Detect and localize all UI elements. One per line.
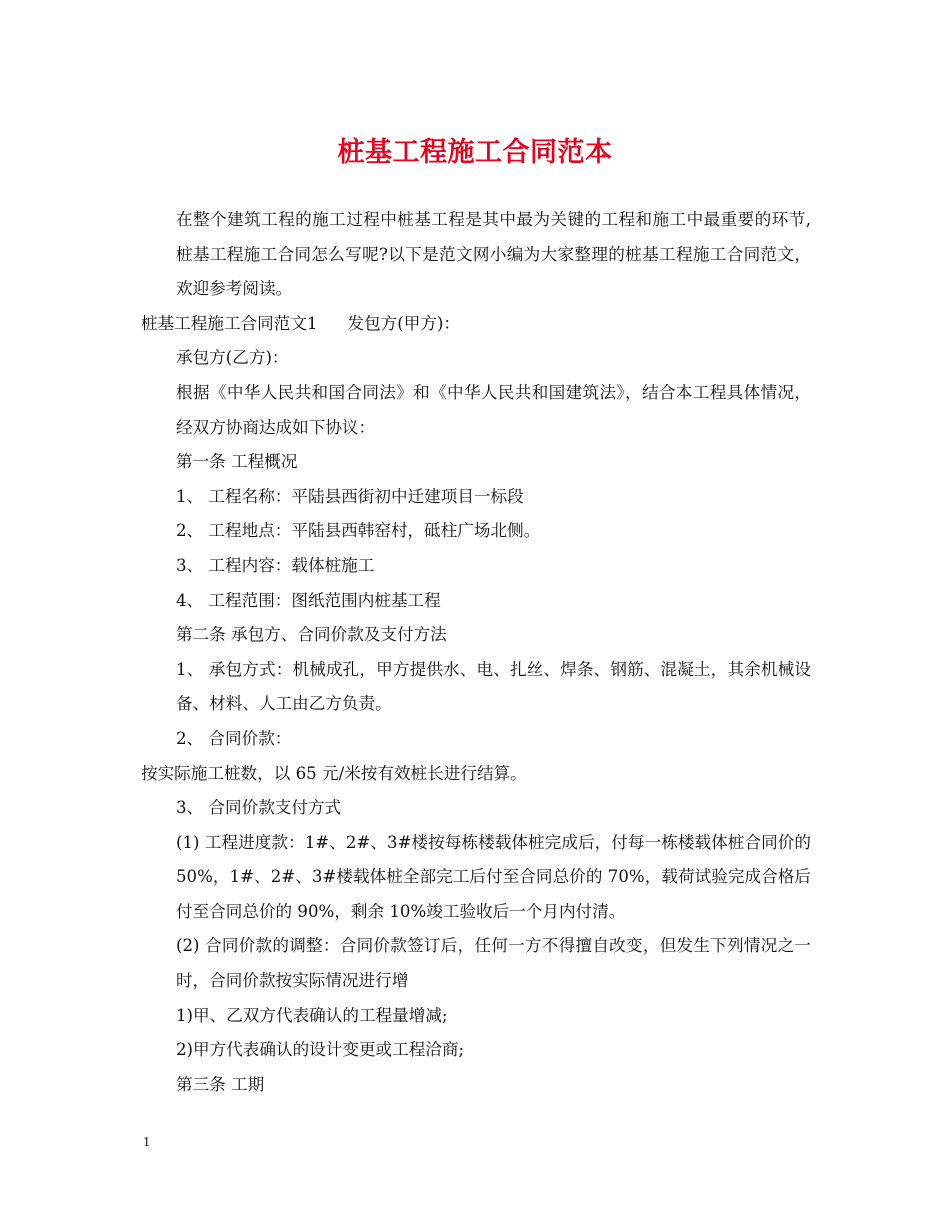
sample-heading-line: [141, 307, 811, 342]
article-2-heading: 第二条 承包方、合同价款及支付方法: [176, 625, 447, 645]
payment-clause-1: (1) 工程进度款：1#、2#、3#楼按每栋楼载体桩完成后，付每一栋楼载体桩合同价的 50%，1#、2#、3#楼载体桩全部完工后付至合同总价的 70%，载荷试验完成合格后付至合同总价的 90%，剩余 10%竣工验收后一个月内付清。: [176, 832, 811, 921]
document-body: [141, 203, 811, 1102]
article-1-item: 1、 工程名称：平陆县西街初中迁建项目一标段: [176, 486, 524, 506]
article-3-heading: 第三条 工期: [176, 1074, 265, 1094]
adjustment-item-2: 2)甲方代表确认的设计变更或工程洽商;: [176, 1040, 465, 1060]
article-2-item-2: 2、 合同价款：: [176, 728, 292, 748]
article-1-item: 3、 工程内容：载体桩施工: [176, 555, 375, 575]
party-a-label: 发包方(甲方)：: [347, 313, 461, 333]
article-1-item: 2、 工程地点：平陆县西韩窑村，砥柱广场北侧。: [176, 521, 541, 541]
article-2-item-1: 1、 承包方式：机械成孔，甲方提供水、电、扎丝、焊条、钢筋、混凝土，其余机械设备、材料、人工由乙方负责。: [176, 659, 811, 714]
price-clause: 按实际施工桩数，以 65 元/米按有效桩长进行结算。: [141, 763, 527, 783]
article-1-item: 4、 工程范围：图纸范围内桩基工程: [176, 590, 441, 610]
document-title: 桩基工程施工合同范本: [337, 137, 613, 168]
sample-heading: 桩基工程施工合同范文1: [141, 313, 318, 333]
intro-paragraph: 在整个建筑工程的施工过程中桩基工程是其中最为关键的工程和施工中最重要的环节,桩基工程施工合同怎么写呢?以下是范文网小编为大家整理的桩基工程施工合同范文，欢迎参考阅读。: [176, 210, 811, 299]
article-2-item-3: 3、 合同价款支付方式: [176, 798, 342, 818]
party-b-label: 承包方(乙方)：: [176, 348, 289, 368]
article-1-heading: 第一条 工程概况: [176, 452, 298, 472]
payment-clause-2: (2) 合同价款的调整：合同价款签订后，任何一方不得擅自改变，但发生下列情况之一时，合同价款按实际情况进行增: [176, 936, 811, 991]
basis-paragraph: 根据《中华人民共和国合同法》和《中华人民共和国建筑法》，结合本工程具体情况，经双方协商达成如下协议：: [176, 382, 811, 437]
page-number: 1: [143, 1135, 150, 1150]
adjustment-item-1: 1)甲、乙双方代表确认的工程量增减;: [176, 1005, 448, 1025]
